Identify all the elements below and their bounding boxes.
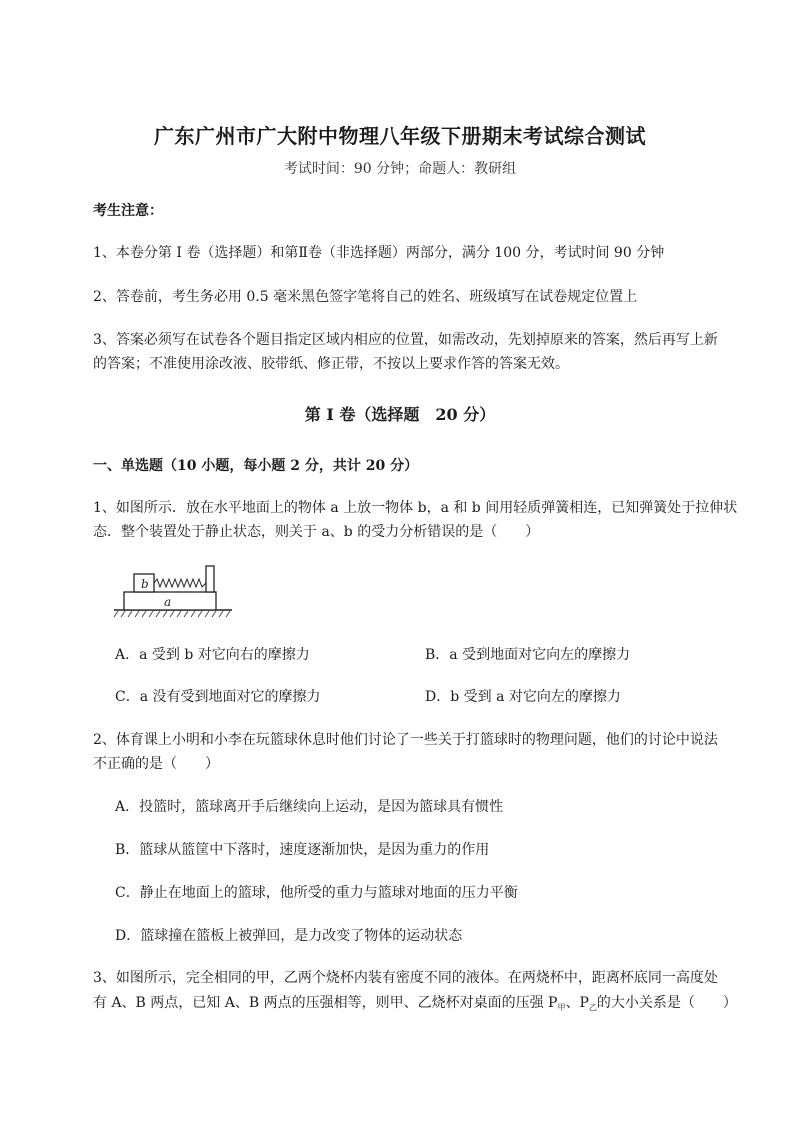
q3-stem-line2 (93, 993, 737, 1018)
q1-option-c: C．a 没有受到地面对它的摩擦力 (115, 689, 321, 705)
subscript-yi: 乙 (588, 1003, 597, 1012)
wall-post (206, 566, 214, 592)
ground-hatch (114, 611, 230, 617)
q2-option-d: D．篮球撞在篮板上被弹回，是力改变了物体的运动状态 (115, 928, 463, 944)
notice-item-3-cont: 的答案；不准使用涂改液、胶带纸、修正带，不按以上要求作答的答案无效。 (93, 356, 569, 372)
figure-label-b: b (141, 577, 149, 591)
exam-info: 考试时间：90 分钟；命题人：教研组 (283, 161, 517, 177)
q2-option-b: B．篮球从篮筐中下落时，速度逐渐加快，是因为重力的作用 (115, 842, 490, 858)
figure-label-a: a (164, 595, 172, 609)
page-title: 广东广州市广大附中物理八年级下册期末考试综合测试 (154, 124, 646, 148)
q3-stem-pre: 有 A、B 两点，已知 A、B 两点的压强相等，则甲、乙烧杯对桌面的压强 P (93, 995, 558, 1011)
q2-option-c: C．静止在地面上的篮球，他所受的重力与篮球对地面的压力平衡 (115, 885, 518, 901)
part-title: 一、单选题（10 小题，每小题 2 分，共计 20 分） (93, 458, 419, 474)
q3-stem-mid: 、P (565, 995, 589, 1011)
q2-stem-line2: 不正确的是（ ） (93, 756, 219, 772)
q1-option-b: B．a 受到地面对它向左的摩擦力 (425, 647, 631, 663)
subscript-jia: 甲 (557, 1003, 566, 1012)
notice-item-3: 3、答案必须写在试卷各个题目指定区域内相应的位置，如需改动，先划掉原来的答案，然后再写上新 (93, 332, 718, 348)
notice-item-1: 1、本卷分第 I 卷（选择题）和第Ⅱ卷（非选择题）两部分，满分 100 分，考试时间 90 分钟 (93, 245, 665, 261)
q1-stem-line2: 态．整个装置处于静止状态，则关于 a、b 的受力分析错误的是（ ） (93, 524, 540, 540)
q3-stem-line1: 3、如图所示，完全相同的甲，乙两个烧杯内装有密度不同的液体。在两烧杯中，距离杯底同一高度处 (93, 970, 718, 986)
q1-figure (112, 560, 237, 620)
section-title: 第 I 卷（选择题 20 分） (304, 405, 496, 424)
q1-option-a: A．a 受到 b 对它向右的摩擦力 (115, 647, 310, 663)
notice-heading: 考生注意： (93, 203, 163, 219)
q1-stem-line1: 1、如图所示．放在水平地面上的物体 a 上放一物体 b，a 和 b 间用轻质弹簧相连，已知弹簧处于拉伸状 (93, 500, 738, 516)
q1-option-d: D．b 受到 a 对它向左的摩擦力 (425, 689, 621, 705)
q2-option-a: A．投篮时，篮球离开手后继续向上运动，是因为篮球具有惯性 (115, 799, 504, 815)
notice-item-2: 2、答卷前，考生务必用 0.5 毫米黑色签字笔将自己的姓名、班级填写在试卷规定位置上 (93, 289, 638, 305)
q3-stem-post: 的大小关系是（ ） (596, 995, 737, 1011)
spring (154, 579, 206, 587)
q2-stem-line1: 2、体育课上小明和小李在玩篮球休息时他们讨论了一些关于打篮球时的物理问题，他们的讨论中说法 (93, 732, 718, 748)
